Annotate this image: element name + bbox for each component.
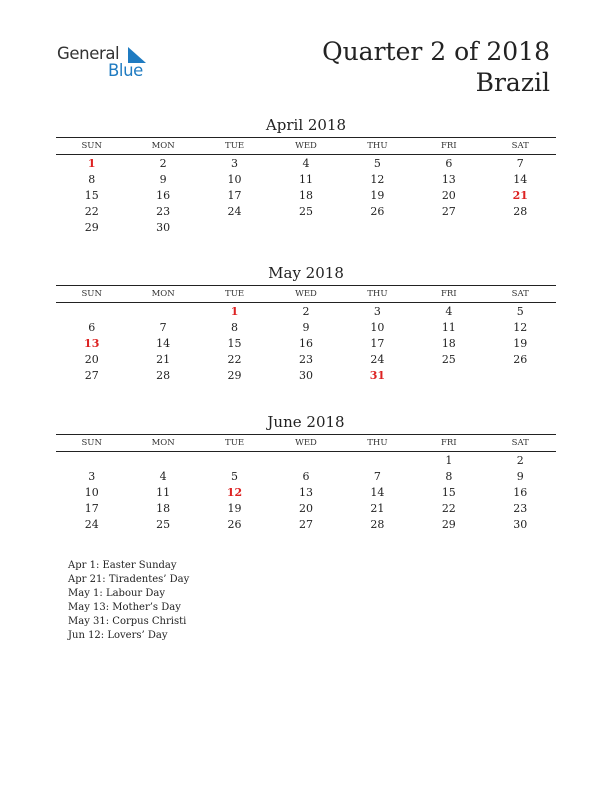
- day-cell: 30: [156, 220, 171, 234]
- day-cell: 3: [88, 469, 96, 483]
- day-cell: 4: [159, 469, 167, 483]
- weekday-header-row: [56, 137, 556, 155]
- holiday-list: [68, 559, 189, 643]
- week-row: [56, 171, 556, 187]
- weekday-label: FRI: [440, 141, 457, 151]
- week-row: [56, 500, 556, 516]
- day-cell: 22: [84, 204, 99, 218]
- day-cell: 20: [441, 188, 456, 202]
- day-cell: 6: [302, 469, 310, 483]
- holiday-item: Apr 21: Tiradentes’ Day: [68, 574, 190, 585]
- day-cell: 28: [156, 368, 171, 382]
- day-cell: 9: [516, 469, 524, 483]
- general-blue-logo: [57, 44, 157, 80]
- day-cell: 7: [516, 156, 524, 170]
- logo-text-general: General: [57, 44, 120, 63]
- day-cell: 14: [370, 485, 385, 499]
- day-cell: 2: [516, 453, 524, 467]
- week-row: [56, 187, 556, 203]
- day-cell: 12: [370, 172, 385, 186]
- weekday-label: TUE: [225, 289, 245, 299]
- weekday-label: TUE: [225, 438, 245, 448]
- week-row: [56, 516, 556, 532]
- day-cell: 25: [156, 517, 171, 531]
- day-cell: 7: [373, 469, 381, 483]
- holiday-item: Jun 12: Lovers’ Day: [68, 630, 168, 641]
- month-calendar-april: [56, 116, 556, 235]
- day-cell: 10: [227, 172, 242, 186]
- day-cell: 5: [373, 156, 381, 170]
- weekday-header-row: [56, 285, 556, 303]
- day-cell: 24: [227, 204, 242, 218]
- day-cell: 13: [441, 172, 456, 186]
- day-cell: 10: [84, 485, 99, 499]
- day-cell: 11: [298, 172, 313, 186]
- day-cell: 11: [156, 485, 171, 499]
- day-cell: 4: [302, 156, 310, 170]
- holiday-item: May 31: Corpus Christi: [68, 616, 187, 627]
- month-title: April 2018: [265, 116, 347, 134]
- holiday-day-cell: 12: [226, 485, 243, 499]
- day-cell: 22: [227, 352, 242, 366]
- title-country: Brazil: [475, 68, 550, 97]
- weekday-label: MON: [151, 289, 175, 299]
- week-row: [56, 351, 556, 367]
- week-row: [56, 367, 556, 383]
- day-cell: 25: [298, 204, 313, 218]
- day-cell: 2: [302, 304, 310, 318]
- month-title: June 2018: [267, 413, 345, 431]
- weekday-label: THU: [367, 438, 388, 448]
- day-cell: 18: [441, 336, 456, 350]
- logo-text-blue: Blue: [108, 61, 143, 80]
- day-cell: 15: [441, 485, 456, 499]
- day-cell: 21: [370, 501, 385, 515]
- day-cell: 9: [159, 172, 167, 186]
- day-cell: 29: [84, 220, 99, 234]
- day-cell: 23: [156, 204, 171, 218]
- day-cell: 5: [516, 304, 524, 318]
- weekday-label: TUE: [225, 141, 245, 151]
- day-cell: 20: [298, 501, 313, 515]
- weekday-label: SAT: [511, 289, 529, 299]
- day-cell: 28: [370, 517, 385, 531]
- week-row: [56, 468, 556, 484]
- day-cell: 17: [370, 336, 385, 350]
- week-row: [56, 484, 556, 500]
- week-row: [56, 303, 556, 319]
- holiday-item: May 13: Mother’s Day: [68, 602, 181, 613]
- day-cell: 9: [302, 320, 310, 334]
- day-cell: 15: [84, 188, 99, 202]
- week-row: [56, 203, 556, 219]
- day-cell: 10: [370, 320, 385, 334]
- day-cell: 6: [88, 320, 96, 334]
- holiday-day-cell: 31: [369, 368, 386, 382]
- day-cell: 23: [298, 352, 313, 366]
- day-cell: 15: [227, 336, 242, 350]
- day-cell: 1: [445, 453, 453, 467]
- day-cell: 16: [513, 485, 528, 499]
- day-cell: 26: [370, 204, 385, 218]
- day-cell: 12: [513, 320, 528, 334]
- day-cell: 19: [370, 188, 385, 202]
- weekday-label: SUN: [81, 289, 102, 299]
- day-cell: 17: [227, 188, 242, 202]
- day-cell: 17: [84, 501, 99, 515]
- holiday-item: Apr 1: Easter Sunday: [68, 560, 177, 571]
- month-calendar-may: [56, 264, 556, 383]
- day-cell: 8: [88, 172, 96, 186]
- day-cell: 20: [84, 352, 99, 366]
- day-cell: 16: [156, 188, 171, 202]
- day-cell: 25: [441, 352, 456, 366]
- weeks-grid: [56, 303, 556, 383]
- day-cell: 29: [441, 517, 456, 531]
- day-cell: 3: [231, 156, 239, 170]
- week-row: [56, 219, 556, 235]
- day-cell: 22: [441, 501, 456, 515]
- day-cell: 3: [373, 304, 381, 318]
- day-cell: 7: [159, 320, 167, 334]
- day-cell: 24: [84, 517, 99, 531]
- weeks-grid: [56, 452, 556, 532]
- weekday-label: THU: [367, 141, 388, 151]
- holiday-item: May 1: Labour Day: [68, 588, 165, 599]
- day-cell: 29: [227, 368, 242, 382]
- holiday-day-cell: 13: [84, 336, 100, 350]
- day-cell: 24: [370, 352, 385, 366]
- weekday-label: THU: [367, 289, 388, 299]
- day-cell: 14: [513, 172, 528, 186]
- week-row: [56, 452, 556, 468]
- day-cell: 26: [513, 352, 528, 366]
- weekday-label: FRI: [440, 438, 457, 448]
- week-row: [56, 319, 556, 335]
- holiday-day-cell: 1: [87, 156, 96, 170]
- day-cell: 4: [445, 304, 453, 318]
- weeks-grid: [56, 155, 556, 235]
- weekday-label: FRI: [440, 289, 457, 299]
- day-cell: 18: [156, 501, 171, 515]
- day-cell: 21: [156, 352, 171, 366]
- weekday-label: WED: [295, 438, 317, 448]
- day-cell: 16: [298, 336, 313, 350]
- day-cell: 13: [298, 485, 313, 499]
- day-cell: 27: [298, 517, 313, 531]
- day-cell: 27: [84, 368, 99, 382]
- day-cell: 19: [227, 501, 242, 515]
- day-cell: 2: [159, 156, 167, 170]
- weekday-header-row: [56, 434, 556, 452]
- month-title: May 2018: [268, 264, 344, 282]
- weekday-label: SUN: [81, 141, 102, 151]
- weekday-label: MON: [151, 141, 175, 151]
- weekday-label: MON: [151, 438, 175, 448]
- day-cell: 30: [513, 517, 528, 531]
- day-cell: 18: [298, 188, 313, 202]
- week-row: [56, 155, 556, 171]
- day-cell: 28: [513, 204, 528, 218]
- weekday-label: SUN: [81, 438, 102, 448]
- title-quarter: Quarter 2 of 2018: [322, 37, 550, 66]
- weekday-label: WED: [295, 289, 317, 299]
- holiday-day-cell: 1: [230, 304, 239, 318]
- month-calendar-june: [56, 413, 556, 532]
- day-cell: 11: [441, 320, 456, 334]
- day-cell: 8: [231, 320, 239, 334]
- weekday-label: WED: [295, 141, 317, 151]
- day-cell: 30: [298, 368, 313, 382]
- holiday-day-cell: 21: [512, 188, 528, 202]
- day-cell: 6: [445, 156, 453, 170]
- day-cell: 14: [156, 336, 171, 350]
- day-cell: 27: [441, 204, 456, 218]
- day-cell: 26: [227, 517, 242, 531]
- weekday-label: SAT: [511, 438, 529, 448]
- day-cell: 5: [231, 469, 239, 483]
- day-cell: 19: [513, 336, 528, 350]
- page-title: [322, 36, 550, 98]
- day-cell: 8: [445, 469, 453, 483]
- weekday-label: SAT: [511, 141, 529, 151]
- day-cell: 23: [513, 501, 528, 515]
- week-row: [56, 335, 556, 351]
